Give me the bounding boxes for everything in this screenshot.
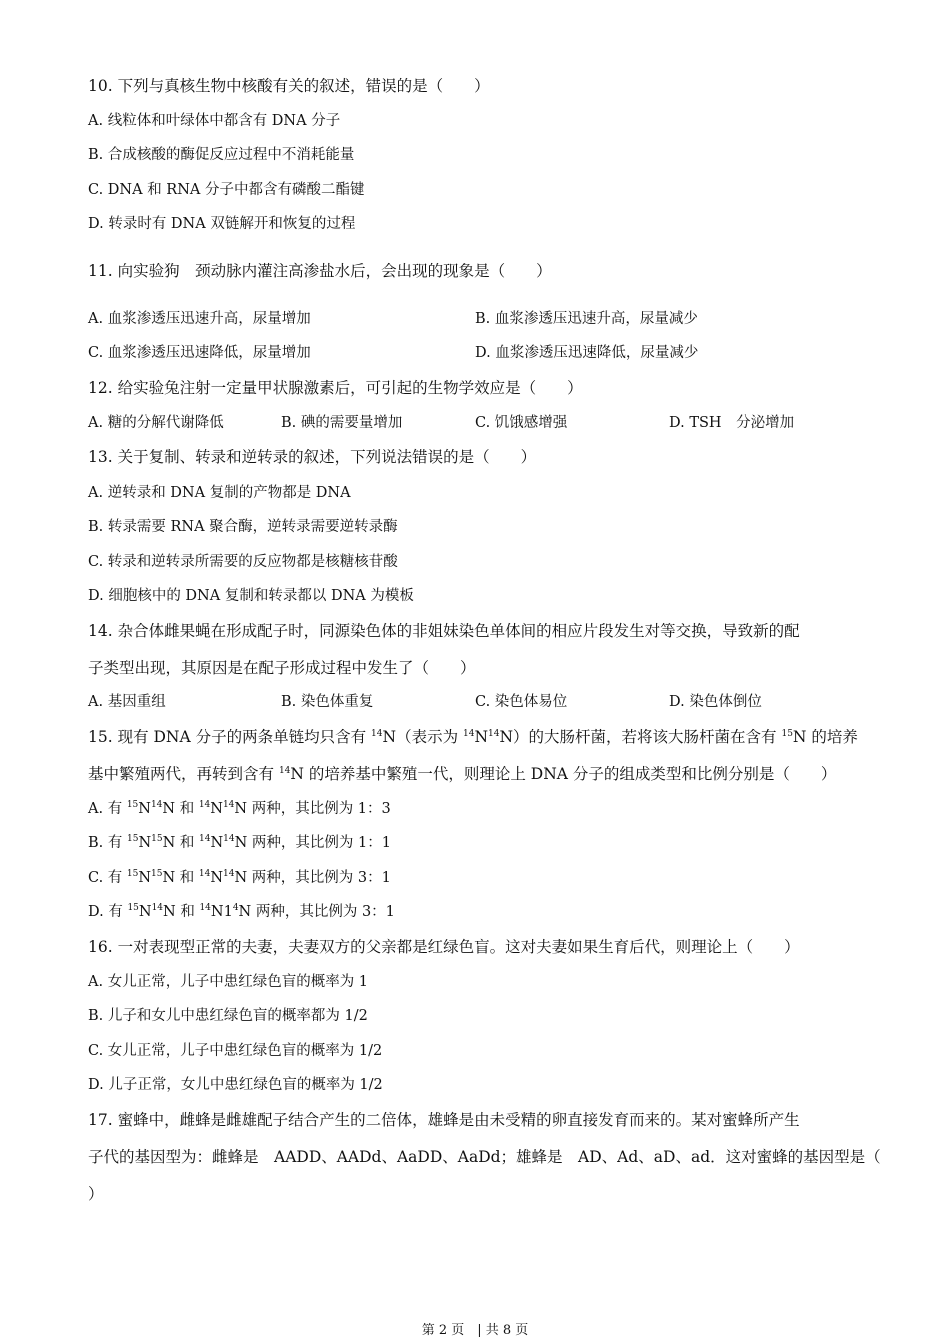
q14-option-c: C. 染色体易位 <box>475 694 568 710</box>
q12-option-a: A. 糖的分解代谢降低 <box>88 415 224 431</box>
q11-stem: 11. 向实验狗 颈动脉内灌注高渗盐水后，会出现的现象是（ ） <box>88 262 552 280</box>
q16-option-d: D. 儿子正常，女儿中患红绿色盲的概率为 1/2 <box>88 1077 383 1093</box>
q17-stem-line1: 17. 蜜蜂中，雌蜂是雌雄配子结合产生的二倍体，雄蜂是由未受精的卵直接发育而来的。某对蜜蜂所产生 <box>88 1111 800 1129</box>
opt-text: N <box>210 870 224 886</box>
q12-option-b: B. 碘的需要量增加 <box>281 415 403 431</box>
q15-sup: 14 <box>371 729 383 739</box>
opt-text: A. 有 <box>88 801 127 817</box>
opt-text: C. 有 <box>88 870 127 886</box>
opt-text: D. 有 <box>88 904 128 920</box>
opt-text: N <box>138 870 152 886</box>
page-footer: 第 2 页 | 共 8 页 <box>421 1323 529 1338</box>
opt-text: B. 有 <box>88 835 127 851</box>
q15-sup: 14 <box>463 729 475 739</box>
opt-text: N <box>138 835 152 851</box>
opt-sup: 14 <box>198 800 211 810</box>
q10-option-a: A. 线粒体和叶绿体中都含有 DNA 分子 <box>88 113 341 129</box>
q16-stem: 16. 一对表现型正常的夫妻，夫妻双方的父亲都是红绿色盲。这对夫妻如果生育后代，则理论上（ ） <box>88 938 800 956</box>
q14-option-d: D. 染色体倒位 <box>669 694 762 710</box>
opt-text: N 两种，其比例为 3：1 <box>238 904 395 920</box>
q15-option-c <box>88 868 391 888</box>
q15-text: N <box>474 728 489 746</box>
q15-option-b <box>88 833 391 853</box>
opt-sup: 14 <box>198 834 211 844</box>
q14-stem-line1: 14. 杂合体雌果蝇在形成配子时，同源染色体的非姐妹染色单体间的相应片段发生对等交换，导致新的配 <box>88 622 800 640</box>
q14-option-b: B. 染色体重复 <box>281 694 374 710</box>
q15-text: N（表示为 <box>382 728 463 746</box>
q15-stem-line1 <box>88 727 858 747</box>
q10-option-b: B. 合成核酸的酶促反应过程中不消耗能量 <box>88 147 355 163</box>
q15-sup: 14 <box>488 729 500 739</box>
opt-sup: 14 <box>199 903 211 913</box>
q11-option-d: D. 血浆渗透压迅速降低，尿量减少 <box>475 345 699 361</box>
q11-option-c: C. 血浆渗透压迅速降低，尿量增加 <box>88 345 311 361</box>
q13-option-c: C. 转录和逆转录所需要的反应物都是核糖核苷酸 <box>88 554 398 570</box>
q14-stem-line2: 子类型出现，其原因是在配子形成过程中发生了（ ） <box>88 659 476 677</box>
opt-text: N 和 <box>163 904 200 920</box>
opt-sup: 15 <box>126 800 139 810</box>
opt-sup: 14 <box>198 869 211 879</box>
q15-option-a <box>88 799 391 819</box>
opt-text: N 和 <box>162 870 199 886</box>
opt-text: N 和 <box>162 835 199 851</box>
q11-option-b: B. 血浆渗透压迅速升高，尿量减少 <box>475 311 698 327</box>
q15-text: N 的培养 <box>792 728 858 746</box>
opt-text: N <box>210 835 224 851</box>
q12-stem: 12. 给实验兔注射一定量甲状腺激素后，可引起的生物学效应是（ ） <box>88 379 583 397</box>
q11-option-a: A. 血浆渗透压迅速升高，尿量增加 <box>88 311 311 327</box>
q10-option-c: C. DNA 和 RNA 分子中都含有磷酸二酯键 <box>88 182 365 198</box>
opt-text: N <box>138 801 151 817</box>
opt-text: N 两种，其比例为 1：1 <box>234 835 391 851</box>
q13-option-b: B. 转录需要 RNA 聚合酶，逆转录需要逆转录酶 <box>88 519 398 535</box>
opt-sup: 15 <box>151 869 163 879</box>
q16-option-c: C. 女儿正常，儿子中患红绿色盲的概率为 1/2 <box>88 1043 383 1059</box>
opt-sup: 4 <box>232 903 239 913</box>
q17-stem-line3: ） <box>88 1185 104 1203</box>
q15-sup: 15 <box>781 729 793 739</box>
opt-text: N 和 <box>162 801 199 817</box>
opt-sup: 14 <box>151 903 164 913</box>
opt-sup: 14 <box>150 800 163 810</box>
opt-sup: 15 <box>151 834 163 844</box>
q13-option-d: D. 细胞核中的 DNA 复制和转录都以 DNA 为模板 <box>88 588 414 604</box>
q15-text: 15. 现有 DNA 分子的两条单链均只含有 <box>88 728 372 746</box>
q15-option-d <box>88 902 395 922</box>
opt-text: N1 <box>210 904 233 920</box>
opt-sup: 14 <box>222 800 235 810</box>
q15-stem-line2 <box>88 764 836 784</box>
q17-stem-line2: 子代的基因型为：雌蜂是 AADD、AADd、AaDD、AaDd；雄蜂是 AD、Ad、aD、ad．这对蜜蜂的基因型是（ <box>88 1148 881 1166</box>
q13-option-a: A. 逆转录和 DNA 复制的产物都是 DNA <box>88 485 351 501</box>
q15-text: N 的培养基中繁殖一代，则理论上 DNA 分子的组成类型和比例分别是（ ） <box>290 765 837 783</box>
opt-text: N 两种，其比例为 3：1 <box>234 870 391 886</box>
q15-sup: 14 <box>278 766 291 776</box>
opt-sup: 15 <box>126 834 139 844</box>
opt-text: N <box>210 801 223 817</box>
q16-option-b: B. 儿子和女儿中患红绿色盲的概率都为 1/2 <box>88 1008 368 1024</box>
q12-option-d: D. TSH 分泌增加 <box>669 415 795 431</box>
q14-option-a: A. 基因重组 <box>88 694 166 710</box>
opt-sup: 14 <box>223 869 235 879</box>
opt-text: N 两种，其比例为 1：3 <box>234 801 391 817</box>
opt-sup: 15 <box>127 903 139 913</box>
opt-text: N <box>138 904 152 920</box>
q15-text: 基中繁殖两代，再转到含有 <box>88 765 279 783</box>
q10-option-d: D. 转录时有 DNA 双链解开和恢复的过程 <box>88 216 356 232</box>
q12-option-c: C. 饥饿感增强 <box>475 415 568 431</box>
q10-stem: 10. 下列与真核生物中核酸有关的叙述，错误的是（ ） <box>88 77 490 95</box>
opt-sup: 14 <box>223 834 235 844</box>
opt-sup: 15 <box>126 869 139 879</box>
q16-option-a: A. 女儿正常，儿子中患红绿色盲的概率为 1 <box>88 974 369 990</box>
q13-stem: 13. 关于复制、转录和逆转录的叙述，下列说法错误的是（ ） <box>88 448 537 466</box>
q15-text: N）的大肠杆菌，若将该大肠杆菌在含有 <box>499 728 782 746</box>
